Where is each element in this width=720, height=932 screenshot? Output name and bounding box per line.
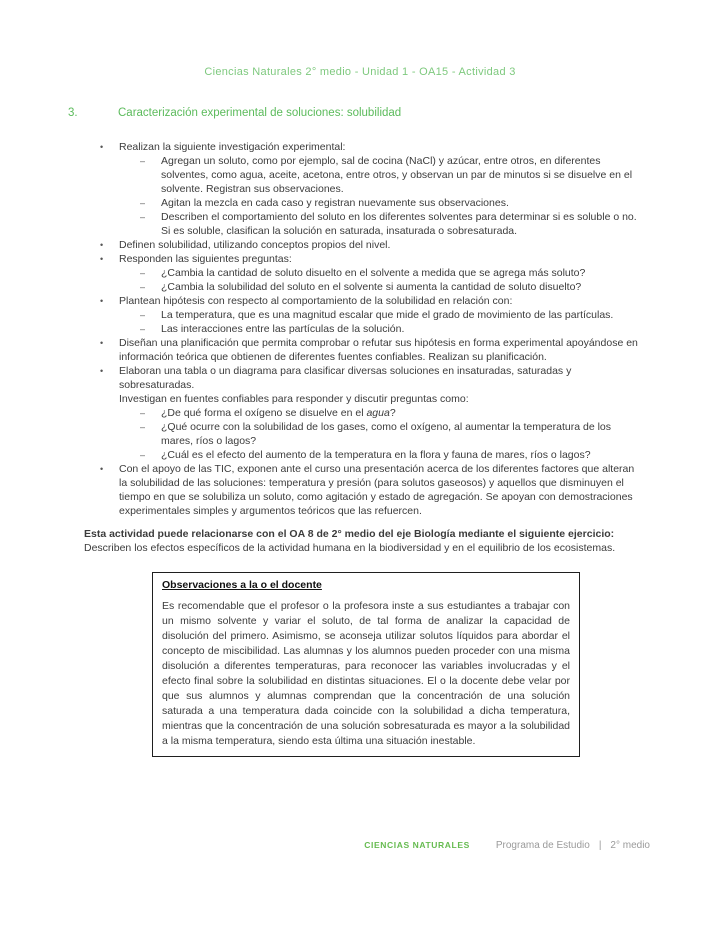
list-item-text: Diseñan una planificación que permita comprobar o refutar sus hipótesis en forma experimental apoyándose en información teórica que obtienen de diferentes fuentes confiables. Realizan su planificación. <box>119 337 638 363</box>
list-item-text: Definen solubilidad, utilizando conceptos propios del nivel. <box>119 239 391 251</box>
dash-bullet-icon: ‒ <box>140 198 146 208</box>
list-subitem-text: La temperatura, que es una magnitud escalar que mide el grado de movimiento de las partículas. <box>161 309 614 321</box>
list-subitem-text: ¿Qué ocurre con la solubilidad de los gases, como el oxígeno, al aumentar la temperatura de los mares, ríos o lagos? <box>161 421 612 447</box>
list-subitem <box>100 196 638 210</box>
list-item-text: Plantean hipótesis con respecto al comportamiento de la solubilidad en relación con: <box>119 295 513 307</box>
list-item-text: Responden las siguientes preguntas: <box>119 253 292 265</box>
bullet-icon: • <box>100 338 104 348</box>
list-item-no-bullet <box>100 392 638 406</box>
relation-exercise: Describen los efectos específicos de la actividad humana en la biodiversidad y en el equilibrio de los ecosistemas. <box>84 542 616 554</box>
list-subitem <box>100 448 638 462</box>
relation-intro: Esta actividad puede relacionarse con el OA 8 de 2° medio del eje Biología mediante el siguiente ejercicio: <box>84 528 615 540</box>
bullet-icon: • <box>100 240 104 250</box>
dash-bullet-icon: ‒ <box>140 310 146 320</box>
footer-program-label: Programa de Estudio <box>495 840 590 851</box>
bullet-icon: • <box>100 142 104 152</box>
dash-bullet-icon: ‒ <box>140 324 146 334</box>
list-subitem <box>100 406 638 420</box>
bullet-icon: • <box>100 254 104 264</box>
list-subitem <box>100 280 638 294</box>
dash-bullet-icon: ‒ <box>140 408 146 418</box>
list-subitem-text: ¿Cuál es el efecto del aumento de la temperatura en la flora y fauna de mares, ríos o lagos? <box>161 449 591 461</box>
list-subitem-text: Agregan un soluto, como por ejemplo, sal de cocina (NaCl) y azúcar, entre otros, en diferentes solventes, como agua, aceite, acetona, entre otros, y observan un par de minutos si se disuelve en el solvente. Registran sus observaciones. <box>161 155 633 195</box>
activity-body <box>84 140 638 757</box>
dash-bullet-icon: ‒ <box>140 282 146 292</box>
question-mark: ? <box>389 407 396 419</box>
list-subitem <box>100 266 638 280</box>
bullet-spacer <box>100 392 119 406</box>
teacher-observations-box <box>152 572 580 757</box>
bullet-icon: • <box>100 366 104 376</box>
list-subitem <box>100 308 638 322</box>
list-item <box>100 252 638 266</box>
dash-bullet-icon: ‒ <box>140 156 146 166</box>
observations-body: Es recomendable que el profesor o la profesora inste a sus estudiantes a trabajar con un mismo solvente y variar el soluto, de tal forma de analizar la capacidad de disolución del primero. Asimismo, se aconseja utilizar solutos líquidos para abordar el concepto de miscibilidad. Las alumnas y los alumnos pueden proceder con una misma disolución a diferentes temperaturas, para reconocer las variables involucradas y el efecto final sobre la solubilidad en distintas situaciones. El o la docente debe velar por que sus alumnos y alumnas comprendan que la concentración de una solución saturada a una temperatura dada coincide con la solubilidad a dicha temperatura, mientras que la concentración de una solución sobresaturada es mayor a la solubilidad a la misma temperatura, siendo esta última una situación inestable. <box>162 600 570 747</box>
list-item-text: Realizan la siguiente investigación experimental: <box>119 141 346 153</box>
activity-title: Caracterización experimental de soluciones: solubilidad <box>118 107 402 119</box>
footer-separator: | <box>598 840 602 851</box>
bullet-icon: • <box>100 464 104 474</box>
list-item-text: Investigan en fuentes confiables para responder y discutir preguntas como: <box>119 393 469 405</box>
list-item <box>100 364 638 392</box>
list-subitem-text <box>161 406 638 420</box>
list-item <box>100 462 638 518</box>
dash-bullet-icon: ‒ <box>140 450 146 460</box>
footer-level-label: 2° medio <box>610 840 650 851</box>
question-italic-word: agua <box>366 407 390 419</box>
list-subitem <box>100 154 638 196</box>
list-subitem-text: Agitan la mezcla en cada caso y registran nuevamente sus observaciones. <box>161 197 509 209</box>
list-subitem <box>100 322 638 336</box>
list-item-text: Elaboran una tabla o un diagrama para clasificar diversas soluciones en insaturadas, saturadas y sobresaturadas. <box>119 365 572 391</box>
list-subitem-text: ¿Cambia la solubilidad del soluto en el solvente si aumenta la cantidad de soluto disuelto? <box>161 281 582 293</box>
list-item <box>100 238 638 252</box>
list-subitem-text: Describen el comportamiento del soluto en los diferentes solventes para determinar si es soluble o no. Si es soluble, clasifican la solución en saturada, insaturada o sobresaturada. <box>161 211 637 237</box>
list-item <box>100 336 638 364</box>
list-item <box>100 140 638 154</box>
list-subitem-text: ¿Cambia la cantidad de soluto disuelto en el solvente a medida que se agrega más soluto? <box>161 267 586 279</box>
bullet-icon: • <box>100 296 104 306</box>
dash-bullet-icon: ‒ <box>140 268 146 278</box>
list-subitem-text: Las interacciones entre las partículas de la solución. <box>161 323 405 335</box>
list-item-text: Con el apoyo de las TIC, exponen ante el curso una presentación acerca de los diferentes factores que alteran la solubilidad de las soluciones: temperatura y presión (para solutos gaseosos) y aquellos que disminuyen el tiempo en que se solubiliza un soluto, como agitación y estado de agregación. Se apoyan con demostraciones experimentales simples y argumentos teóricos que las refuercen. <box>119 463 635 517</box>
question-text: ¿De qué forma el oxígeno se disuelve en el <box>161 407 367 419</box>
list-subitem <box>100 420 638 448</box>
document-header-title: Ciencias Naturales 2° medio - Unidad 1 - OA15 - Actividad 3 <box>204 66 516 78</box>
activity-number: 3. <box>68 107 78 119</box>
observations-title: Observaciones a la o el docente <box>162 579 322 591</box>
dash-bullet-icon: ‒ <box>140 212 146 222</box>
dash-bullet-icon: ‒ <box>140 422 146 432</box>
footer-subject-label: CIENCIAS NATURALES <box>364 840 470 850</box>
list-item <box>100 294 638 308</box>
page-footer <box>0 840 650 851</box>
list-subitem <box>100 210 638 238</box>
